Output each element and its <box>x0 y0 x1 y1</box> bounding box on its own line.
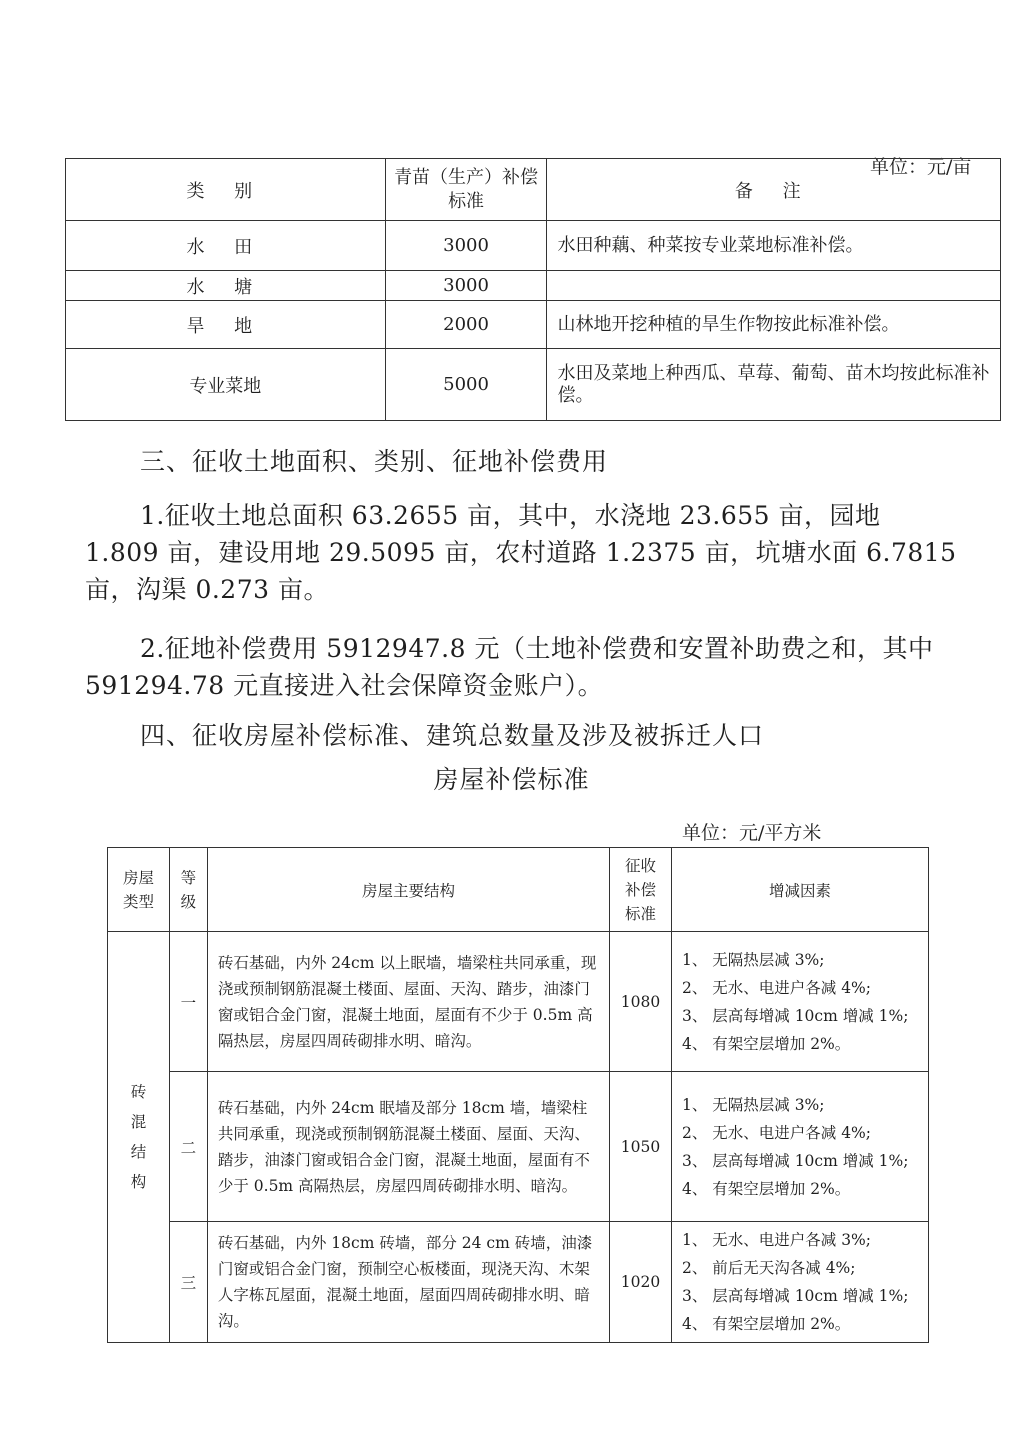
factors-cell <box>671 1222 928 1343</box>
header-grade: 等级 <box>169 848 207 932</box>
table-row <box>66 349 1001 421</box>
note-cell: 水田及菜地上种西瓜、草莓、葡萄、苗木均按此标准补偿。 <box>547 349 1001 421</box>
paragraph-text: 2.征地补偿费用 5912947.8 元（土地补偿费和安置补助费之和，其中 591294.78 元直接进入社会保障资金账户）。 <box>85 634 934 700</box>
standard-cell: 3000 <box>385 221 547 271</box>
header-standard: 征收补偿标准 <box>610 848 672 932</box>
standard-cell: 1050 <box>610 1072 672 1222</box>
note-cell <box>547 271 1001 301</box>
crop-table-unit: 单位：元/亩 <box>870 156 972 178</box>
table-row <box>66 221 1001 271</box>
category-cell: 旱 地 <box>66 301 386 349</box>
factors-cell <box>671 932 928 1072</box>
header-structure: 房屋主要结构 <box>207 848 609 932</box>
category-cell: 专业菜地 <box>66 349 386 421</box>
note-cell: 水田种藕、种菜按专业菜地标准补偿。 <box>547 221 1001 271</box>
header-factors: 增减因素 <box>671 848 928 932</box>
house-table-unit: 单位：元/平方米 <box>682 822 822 844</box>
table-row <box>108 1222 929 1343</box>
table-row <box>108 932 929 1072</box>
house-compensation-table <box>107 847 929 1343</box>
section3-heading: 三、征收土地面积、类别、征地补偿费用 <box>140 447 609 476</box>
grade-cell: 一 <box>169 932 207 1072</box>
category-cell: 水 塘 <box>66 271 386 301</box>
table-row <box>66 271 1001 301</box>
table-header-row <box>108 848 929 932</box>
factor-item: 1、 无隔热层减 3%; <box>681 1095 825 1114</box>
header-category: 类 别 <box>66 159 386 221</box>
structure-cell: 砖石基础，内外 24cm 以上眠墙，墙梁柱共同承重，现浇或预制钢筋混凝土楼面、屋面、天沟、踏步，油漆门窗或铝合金门窗，混凝土地面，屋面有不少于 0.5m 高隔热层，房屋四周砖砌排水明、暗沟。 <box>207 932 609 1072</box>
factor-item: 4、 有架空层增加 2%。 <box>681 1315 851 1333</box>
table-row <box>108 1072 929 1222</box>
grade-cell: 三 <box>169 1222 207 1343</box>
header-standard: 青苗（生产）补偿标准 <box>385 159 547 221</box>
section3-paragraph-2 <box>85 630 961 704</box>
factor-item: 3、 层高每增减 10cm 增减 1%; <box>681 1006 909 1025</box>
factor-item: 3、 层高每增减 10cm 增减 1%; <box>681 1287 909 1305</box>
standard-cell: 1080 <box>610 932 672 1072</box>
standard-cell: 3000 <box>385 271 547 301</box>
factor-item: 3、 层高每增减 10cm 增减 1%; <box>681 1151 909 1170</box>
house-type-cell: 砖混结构 <box>108 932 170 1343</box>
crop-compensation-table <box>65 158 1001 421</box>
factor-item: 2、 无水、电进户各减 4%; <box>681 978 872 997</box>
factor-item: 1、 无水、电进户各减 3%; <box>681 1231 872 1249</box>
category-cell: 水 田 <box>66 221 386 271</box>
note-cell: 山林地开挖种植的旱生作物按此标准补偿。 <box>547 301 1001 349</box>
factor-item: 4、 有架空层增加 2%。 <box>681 1179 851 1198</box>
structure-cell: 砖石基础，内外 18cm 砖墙，部分 24 cm 砖墙，油漆门窗或铝合金门窗，预制空心板楼面，现浇天沟、木架人字栋瓦屋面，混凝土地面，屋面四周砖砌排水明、暗沟。 <box>207 1222 609 1343</box>
standard-cell: 1020 <box>610 1222 672 1343</box>
grade-cell: 二 <box>169 1072 207 1222</box>
table-row <box>66 301 1001 349</box>
structure-cell: 砖石基础，内外 24cm 眠墙及部分 18cm 墙，墙梁柱共同承重，现浇或预制钢筋混凝土楼面、屋面、天沟、踏步，油漆门窗或铝合金门窗，混凝土地面，屋面有不少于 0.5m 高隔热层，房屋四周砖砌排水明、暗沟。 <box>207 1072 609 1222</box>
section3-paragraph-1 <box>85 497 961 608</box>
standard-cell: 2000 <box>385 301 547 349</box>
factors-cell <box>671 1072 928 1222</box>
factor-item: 1、 无隔热层减 3%; <box>681 950 825 969</box>
house-table-title: 房屋补偿标准 <box>433 765 590 794</box>
paragraph-text: 1.征收土地总面积 63.2655 亩，其中，水浇地 23.655 亩，园地 1.809 亩，建设用地 29.5095 亩，农村道路 1.2375 亩，坑塘水面 6.7815 亩，沟渠 0.273 亩。 <box>85 501 957 604</box>
header-note: 备 注 <box>547 159 1001 221</box>
factor-item: 2、 前后无天沟各减 4%; <box>681 1259 856 1277</box>
section4-heading: 四、征收房屋补偿标准、建筑总数量及涉及被拆迁人口 <box>140 721 765 750</box>
factor-item: 2、 无水、电进户各减 4%; <box>681 1123 872 1142</box>
factor-item: 4、 有架空层增加 2%。 <box>681 1034 851 1053</box>
table-header-row <box>66 159 1001 221</box>
header-type: 房屋类型 <box>108 848 170 932</box>
standard-cell: 5000 <box>385 349 547 421</box>
